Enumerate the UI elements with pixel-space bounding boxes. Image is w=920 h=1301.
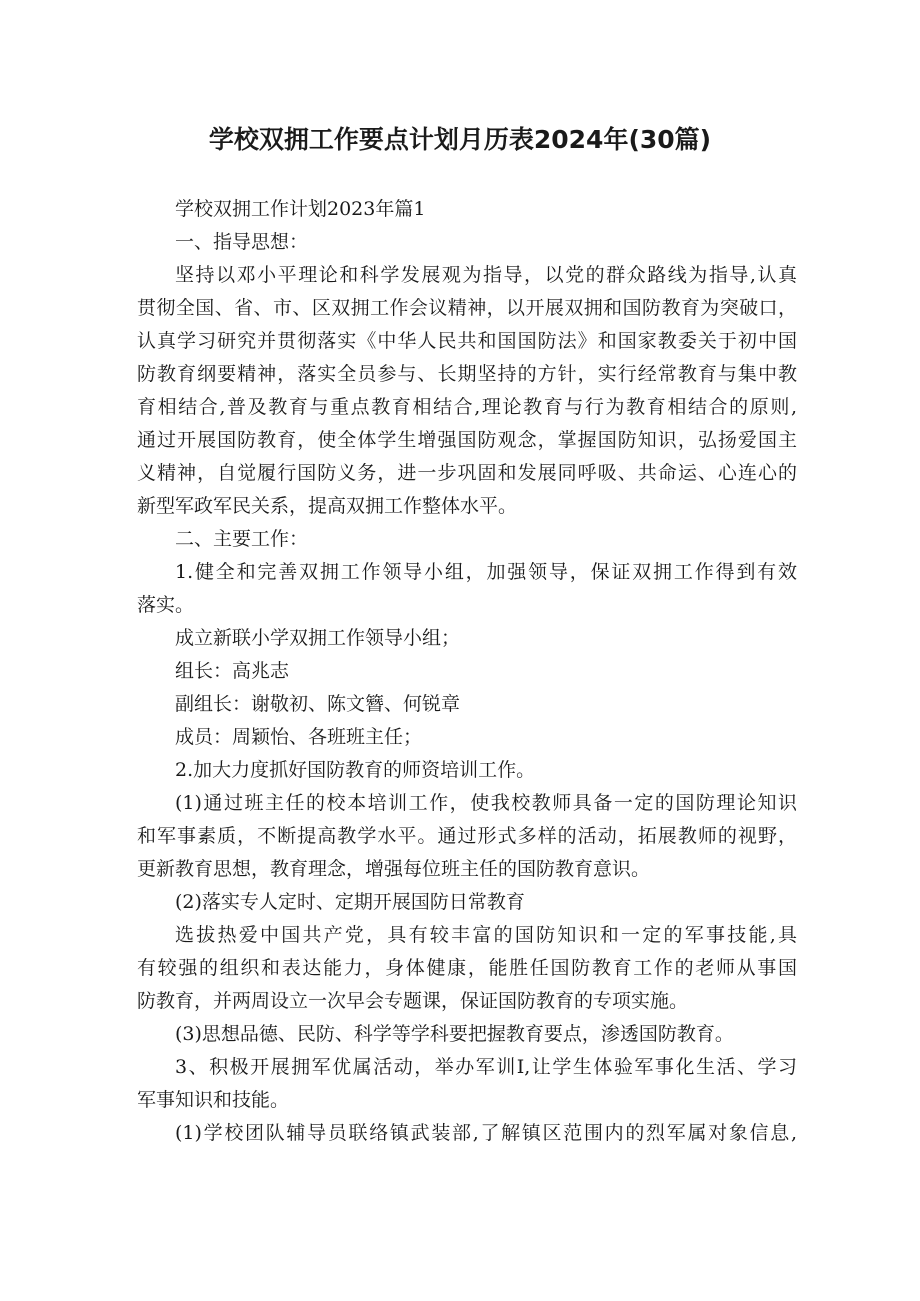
paragraph-line: 义精神，自觉履行国防义务，进一步巩固和发展同呼吸、共命运、心连心的 — [137, 462, 797, 484]
subheading: 二、主要工作： — [175, 528, 309, 550]
paragraph-line: 防教育，并两周设立一次早会专题课，保证国防教育的专项实施。 — [137, 990, 689, 1012]
section-heading: 学校双拥工作计划2023年篇1 — [175, 198, 426, 220]
paragraph-line: 更新教育思想，教育理念，增强每位班主任的国防教育意识。 — [137, 858, 651, 880]
paragraph-line: (3)思想品德、民防、科学等学科要把握教育要点，渗透国防教育。 — [175, 1023, 734, 1045]
paragraph-line: 组长：高兆志 — [175, 660, 290, 682]
paragraph-line: 防教育纲要精神，落实全员参与、长期坚持的方针，实行经常教育与集中教 — [137, 363, 797, 385]
paragraph-line: 1.健全和完善双拥工作领导小组，加强领导，保证双拥工作得到有效 — [175, 561, 797, 583]
paragraph-line: 2.加大力度抓好国防教育的师资培训工作。 — [175, 759, 536, 781]
document-title: 学校双拥工作要点计划月历表2024年(30篇) — [208, 125, 712, 154]
paragraph-line: 育相结合,普及教育与重点教育相结合,理论教育与行为教育相结合的原则, — [137, 396, 797, 418]
paragraph-line: 军事知识和技能。 — [137, 1089, 290, 1111]
paragraph-line: 成员：周颖怡、各班班主任； — [175, 726, 423, 748]
paragraph-line: 通过开展国防教育，使全体学生增强国防观念，掌握国防知识，弘扬爱国主 — [137, 429, 797, 451]
subheading: 一、指导思想： — [175, 231, 309, 253]
paragraph-line: (2)落实专人定时、定期开展国防日常教育 — [175, 891, 525, 913]
paragraph-line: (1)通过班主任的校本培训工作，使我校教师具备一定的国防理论知识 — [175, 792, 797, 814]
paragraph-line: 成立新联小学双拥工作领导小组； — [175, 627, 461, 649]
paragraph-line: 坚持以邓小平理论和科学发展观为指导，以党的群众路线为指导,认真 — [175, 264, 797, 286]
paragraph-line: 和军事素质，不断提高教学水平。通过形式多样的活动，拓展教师的视野， — [137, 825, 797, 847]
paragraph-line: 选拔热爱中国共产党，具有较丰富的国防知识和一定的军事技能,具 — [175, 924, 797, 946]
paragraph-line: 落实。 — [137, 594, 195, 616]
paragraph-line: 有较强的组织和表达能力，身体健康，能胜任国防教育工作的老师从事国 — [137, 957, 797, 979]
paragraph-line: 贯彻全国、省、市、区双拥工作会议精神，以开展双拥和国防教育为突破口， — [137, 297, 797, 319]
paragraph-line: 副组长：谢敬初、陈文簪、何锐章 — [175, 693, 461, 715]
document-body — [137, 193, 797, 1150]
paragraph-line: 认真学习研究并贯彻落实《中华人民共和国国防法》和国家教委关于初中国 — [137, 330, 797, 352]
paragraph-line: 3、积极开展拥军优属活动，举办军训I,让学生体验军事化生活、学习 — [175, 1056, 797, 1078]
paragraph-line: (1)学校团队辅导员联络镇武装部,了解镇区范围内的烈军属对象信息, — [175, 1122, 797, 1144]
paragraph-line: 新型军政军民关系，提高双拥工作整体水平。 — [137, 495, 518, 517]
